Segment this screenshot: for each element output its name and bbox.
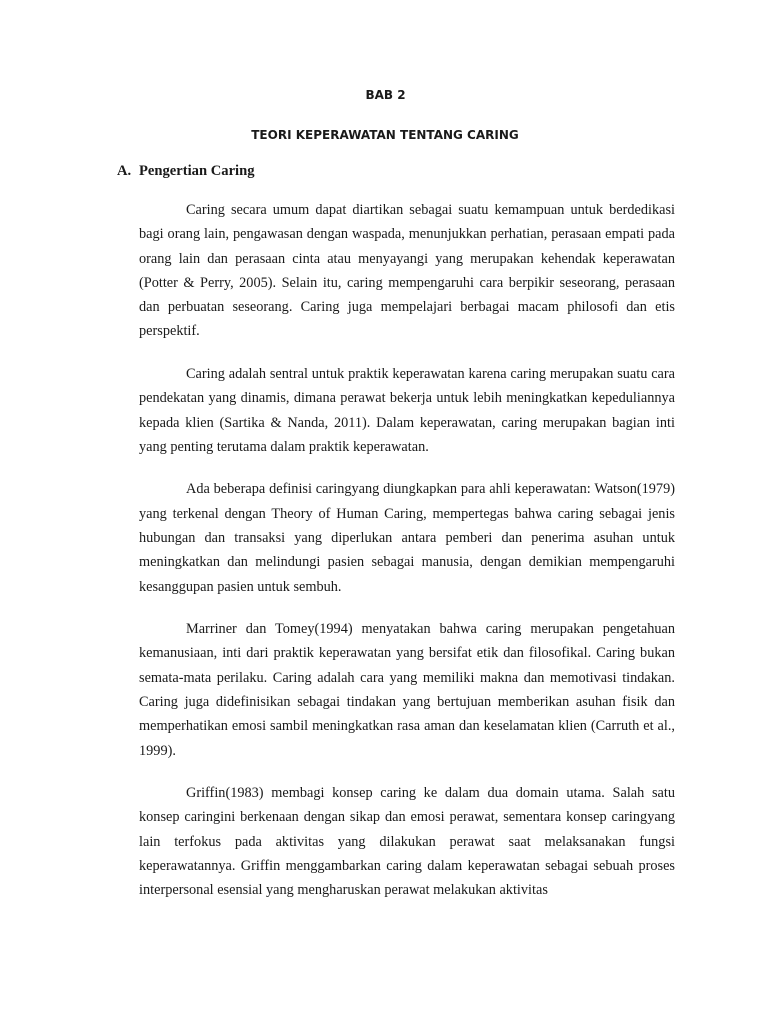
- section-heading-text: Pengertian Caring: [139, 163, 255, 179]
- chapter-heading: BAB 2: [365, 88, 406, 102]
- body-text: [139, 198, 675, 921]
- paragraph: Caring secara umum dapat diartikan sebagai suatu kemampuan untuk berdedikasi bagi orang lain, pengawasan dengan waspada, menunjukkan perhatian, perasaan empati pada orang lain dan perasaan cinta atau menyayangi yang merupakan kehendak keperawatan (Potter & Perry, 2005). Selain itu, caring mempengaruhi cara berpikir seseorang, perasaan dan perbuatan seseorang. Caring juga mempelajari berbagai macam philosofi dan etis perspektif.: [139, 202, 675, 340]
- paragraph: Griffin(1983) membagi konsep caring ke dalam dua domain utama. Salah satu konsep caringini berkenaan dengan sikap dan emosi perawat, sementara konsep caringyang lain terfokus pada aktivitas yang dilakukan perawat saat melaksanakan fungsi keperawatannya. Griffin menggambarkan caring dalam keperawatan sebagai sebuah proses interpersonal esensial yang mengharuskan perawat melakukan aktivitas: [139, 784, 675, 899]
- paragraph: Caring adalah sentral untuk praktik keperawatan karena caring merupakan suatu cara pendekatan yang dinamis, dimana perawat bekerja untuk lebih meningkatkan kepeduliannya kepada klien (Sartika & Nanda, 2011). Dalam keperawatan, caring merupakan bagian inti yang penting terutama dalam praktik keperawatan.: [139, 365, 675, 455]
- paragraph: Marriner dan Tomey(1994) menyatakan bahwa caring merupakan pengetahuan kemanusiaan, inti dari praktik keperawatan yang bersifat etik dan filosofikal. Caring bukan semata-mata perilaku. Caring adalah cara yang memiliki makna dan memotivasi tindakan. Caring juga didefinisikan sebagai tindakan yang bertujuan memberikan asuhan fisik dan memperhatikan emosi sambil meningkatkan rasa aman dan keselamatan klien (Carruth et al., 1999).: [139, 621, 675, 759]
- paragraph: Ada beberapa definisi caringyang diungkapkan para ahli keperawatan: Watson(1979) yang terkenal dengan Theory of Human Caring, mempertegas bahwa caring sebagai jenis hubungan dan transaksi yang diperlukan antara pemberi dan penerima asuhan untuk meningkatkan dan melindungi pasien sebagai manusia, dengan demikian mempengaruhi kesanggupan pasien untuk sembuh.: [139, 481, 675, 595]
- section-letter: A.: [117, 163, 132, 179]
- section-heading: [117, 163, 255, 180]
- chapter-title: TEORI KEPERAWATAN TENTANG CARING: [251, 128, 519, 142]
